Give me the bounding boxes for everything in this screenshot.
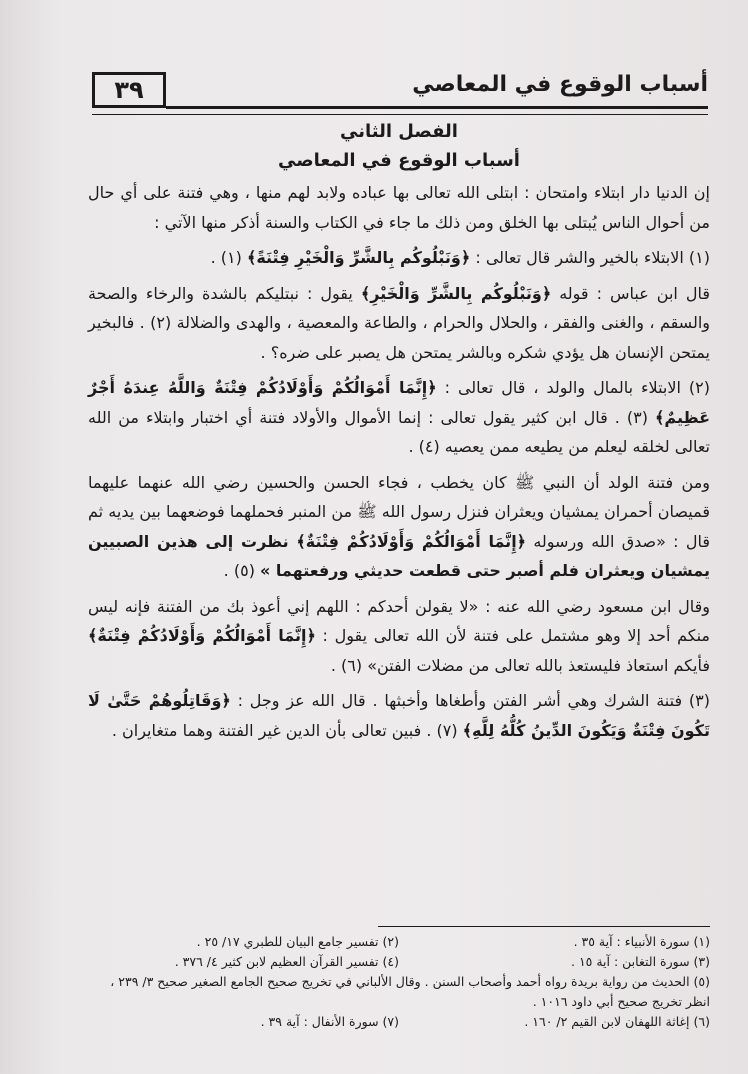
footnote-7: (٧) سورة الأنفال : آية ٣٩ .: [260, 1014, 399, 1029]
page-number-box: [92, 72, 166, 108]
quran-verse: ﴿إِنَّمَا أَمْوَالُكُمْ وَأَوْلَادُكُمْ فِتْنَةٌ﴾: [88, 626, 316, 645]
paragraph-text: ومن فتنة الولد أن النبي ﷺ كان يخطب ، فجاء الحسن والحسين رضي الله عنهما عليهما قميصان أحمران يمشيان ويعثران فنزل رسول الله ﷺ من المنبر فحملهما فوضعهما بين يديه ثم قال : «صدق الله ورسوله: [88, 472, 710, 551]
footnote-2: (٢) تفسير جامع البيان للطبري ١٧/ ٢٥ .: [196, 934, 399, 949]
footnote-ref: (١) .: [210, 248, 247, 267]
footnote-5: (٥) الحديث من رواية بريدة رواه أحمد وأصحاب السنن . وقال الألباني في تخريج صحيح الجامع الصغير صحيح ٣/ ٢٣٩ ، انظر تخريج صحيح أبي داود ١٠١٦ .: [110, 974, 710, 1009]
paragraph-text: يقول : نبتليكم بالشدة والرخاء والصحة والسقم ، والغنى والفقر ، والحلال والحرام ، والطاعة والمعصية ، والهدى والضلالة (٢) . فالبخير يمتحن الإنسان هل يؤدي شكره وبالشر يمتحن هل يصبر على ضره؟ .: [88, 283, 711, 362]
quran-verse: ﴿وَنَبْلُوكُم بِالشَّرِّ وَالْخَيْرِ فِتْنَةً﴾: [246, 248, 471, 267]
paragraph-text: قال ابن عباس : قوله: [551, 283, 710, 303]
paragraph-1: [88, 243, 710, 273]
header-rule-thick: [166, 106, 708, 109]
chapter-label: الفصل الثاني: [340, 121, 458, 142]
paragraph-text: (٧) . فبين تعالى بأن الدين غير الفتنة وهما متغايران .: [111, 720, 463, 740]
paragraph-2: [88, 279, 710, 368]
paragraph-text: (٣) فتنة الشرك وهي أشر الفتن وأطغاها وأخبثها . قال الله عز وجل :: [230, 691, 711, 710]
paragraph-text: (١) الابتلاء بالخير والشر قال تعالى :: [470, 248, 710, 267]
footnote-1: (١) سورة الأنبياء : آية ٣٥ .: [573, 934, 710, 949]
main-text: [88, 118, 710, 745]
quran-verse: ﴿إِنَّمَا أَمْوَالُكُمْ وَأَوْلَادُكُمْ فِتْنَةٌ وَاللَّهُ عِندَهُ أَجْرٌ عَظِيمٌ﴾: [88, 378, 711, 427]
quran-verse: ﴿وَنَبْلُوكُم بِالشَّرِّ وَالْخَيْرِ﴾: [360, 283, 552, 303]
footnote-row: [88, 932, 710, 952]
running-title: أسباب الوقوع في المعاصي: [412, 72, 708, 97]
paragraph-5: [88, 592, 710, 681]
paragraph-text: فأيكم استعاذ فليستعذ بالله تعالى من مضلات الفتن» (٦) .: [330, 655, 710, 675]
paragraph-text: (٣) . قال ابن كثير يقول تعالى : إنما الأموال والأولاد فتنة أي اختبار وابتلاء من الله تعالى لخلقه ليعلم من يطيعه ممن يعصيه (٤) .: [88, 407, 710, 456]
footnote-ref: (٥) .: [223, 561, 261, 580]
footnote-row: [88, 1012, 710, 1032]
footnote-row: [88, 952, 710, 972]
footnote-6: (٦) إغاثة اللهفان لابن القيم ٢/ ١٦٠ .: [524, 1014, 710, 1029]
quran-verse: ﴿وَقَاتِلُوهُمْ حَتَّىٰ لَا تَكُونَ فِتْنَةٌ وَيَكُونَ الدِّينُ كُلُّهُ لِلَّهِ﴾: [88, 691, 710, 740]
footnote-4: (٤) تفسير القرآن العظيم لابن كثير ٤/ ٣٧٦ .: [174, 954, 399, 969]
paragraph-6: [88, 686, 710, 745]
footnote-3: (٣) سورة التغابن : آية ١٥ .: [570, 954, 710, 969]
chapter-title: أسباب الوقوع في المعاصي: [278, 150, 520, 171]
hadith-text: نظرت إلى هذين الصبيين يمشيان ويعثران فلم أصبر حتى قطعت حديثي ورفعتهما »: [88, 531, 710, 580]
quran-verse: ﴿إِنَّمَا أَمْوَالُكُمْ وَأَوْلَادُكُمْ فِتْنَةٌ﴾: [296, 531, 527, 551]
footnote-divider: [378, 926, 710, 927]
header-rule-thin: [92, 114, 708, 115]
paragraph-4: [88, 468, 710, 586]
page-number: ٣٩: [114, 76, 144, 104]
paragraph-text: (٢) الابتلاء بالمال والولد ، قال تعالى :: [436, 378, 711, 397]
paragraph-3: [88, 373, 710, 462]
paragraph-intro: إن الدنيا دار ابتلاء وامتحان : ابتلى الله تعالى بها عباده ولابد لهم منها ، وهي فتنة على أي حال من أحوال الناس يُبتلى بها الخلق ومن ذلك ما جاء في الكتاب والسنة أذكر منها الآتي :: [88, 183, 710, 232]
footnotes: [88, 932, 710, 1032]
paragraph-text: وقال ابن مسعود رضي الله عنه : «لا يقولن أحدكم : اللهم إني أعوذ بك من الفتنة فإنه ليس منكم أحد إلا وهو مشتمل على فتنة لأن الله تعالى يقول :: [88, 596, 711, 645]
